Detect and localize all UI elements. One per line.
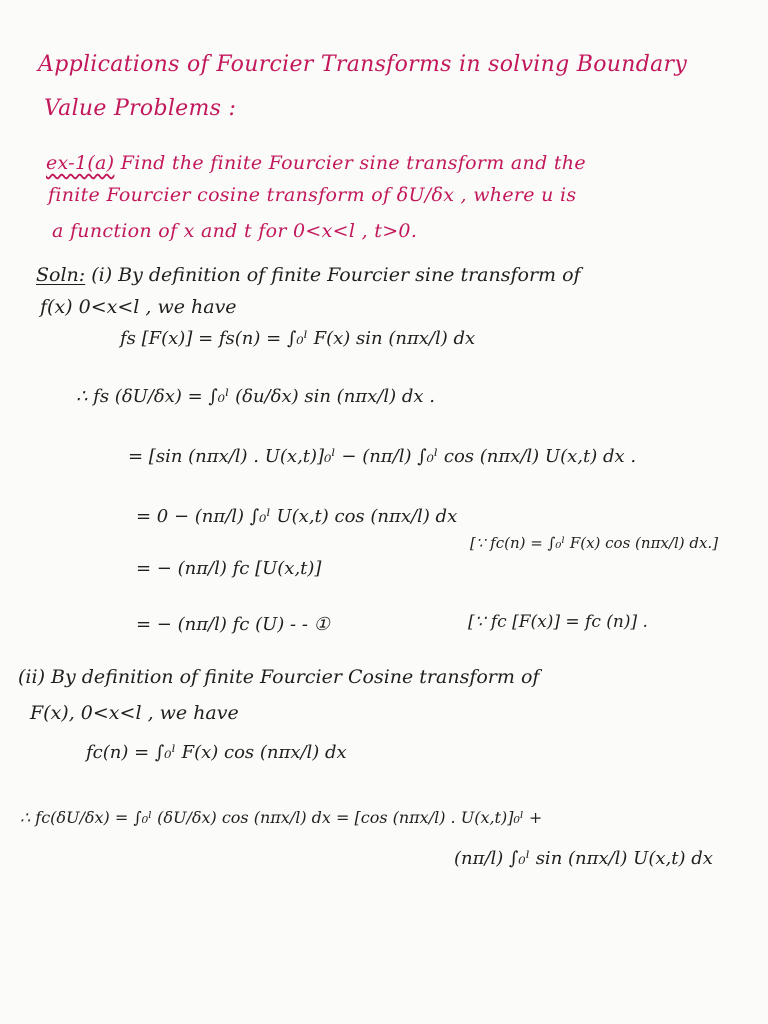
sine-transform-step-1: ∴ fs (δU/δx) = ∫₀ˡ (δu/δx) sin (nπx/l) dx .: [76, 386, 435, 407]
heading-line-2: Value Problems :: [44, 96, 237, 121]
solution-text-1: (i) By definition of finite Fourcier sine transform of: [91, 264, 581, 286]
cosine-transform-step-2: (nπ/l) ∫₀ˡ sin (nπx/l) U(x,t) dx: [454, 848, 713, 869]
example-text-1: Find the finite Fourcier sine transform and the: [120, 152, 586, 174]
heading-line-1: Applications of Fourcier Transforms in solving Boundary: [38, 52, 688, 77]
sine-transform-step-2: = [sin (nπx/l) . U(x,t)]₀ˡ − (nπ/l) ∫₀ˡ cos (nπx/l) U(x,t) dx .: [128, 446, 637, 467]
transform-notation-note: [∵ fc [F(x)] = fc (n)] .: [468, 612, 648, 632]
solution-label: Soln:: [36, 264, 86, 286]
sine-transform-step-4: = − (nπ/l) fc [U(x,t)]: [136, 558, 322, 579]
cosine-transform-step-1: ∴ fc(δU/δx) = ∫₀ˡ (δU/δx) cos (nπx/l) dx = [cos (nπx/l) . U(x,t)]₀ˡ +: [20, 808, 543, 827]
example-line-3: a function of x and t for 0<x<l , t>0.: [52, 220, 418, 242]
example-label: ex-1(a): [46, 152, 115, 174]
solution-line-1: [36, 264, 581, 286]
part2-line-2: F(x), 0<x<l , we have: [30, 702, 239, 724]
sine-transform-definition: fs [F(x)] = fs(n) = ∫₀ˡ F(x) sin (nπx/l) dx: [120, 328, 476, 349]
cosine-transform-note: [∵ fc(n) = ∫₀ˡ F(x) cos (nπx/l) dx.]: [470, 534, 719, 552]
solution-line-2: f(x) 0<x<l , we have: [40, 296, 237, 318]
sine-transform-step-3: = 0 − (nπ/l) ∫₀ˡ U(x,t) cos (nπx/l) dx: [136, 506, 458, 527]
sine-transform-result: = − (nπ/l) fc (U) - - ①: [136, 614, 330, 635]
part2-line-1: (ii) By definition of finite Fourcier Cosine transform of: [18, 666, 540, 688]
cosine-transform-definition: fc(n) = ∫₀ˡ F(x) cos (nπx/l) dx: [86, 742, 347, 763]
example-line-1: [46, 152, 586, 174]
example-line-2: finite Fourcier cosine transform of δU/δx , where u is: [48, 184, 577, 206]
